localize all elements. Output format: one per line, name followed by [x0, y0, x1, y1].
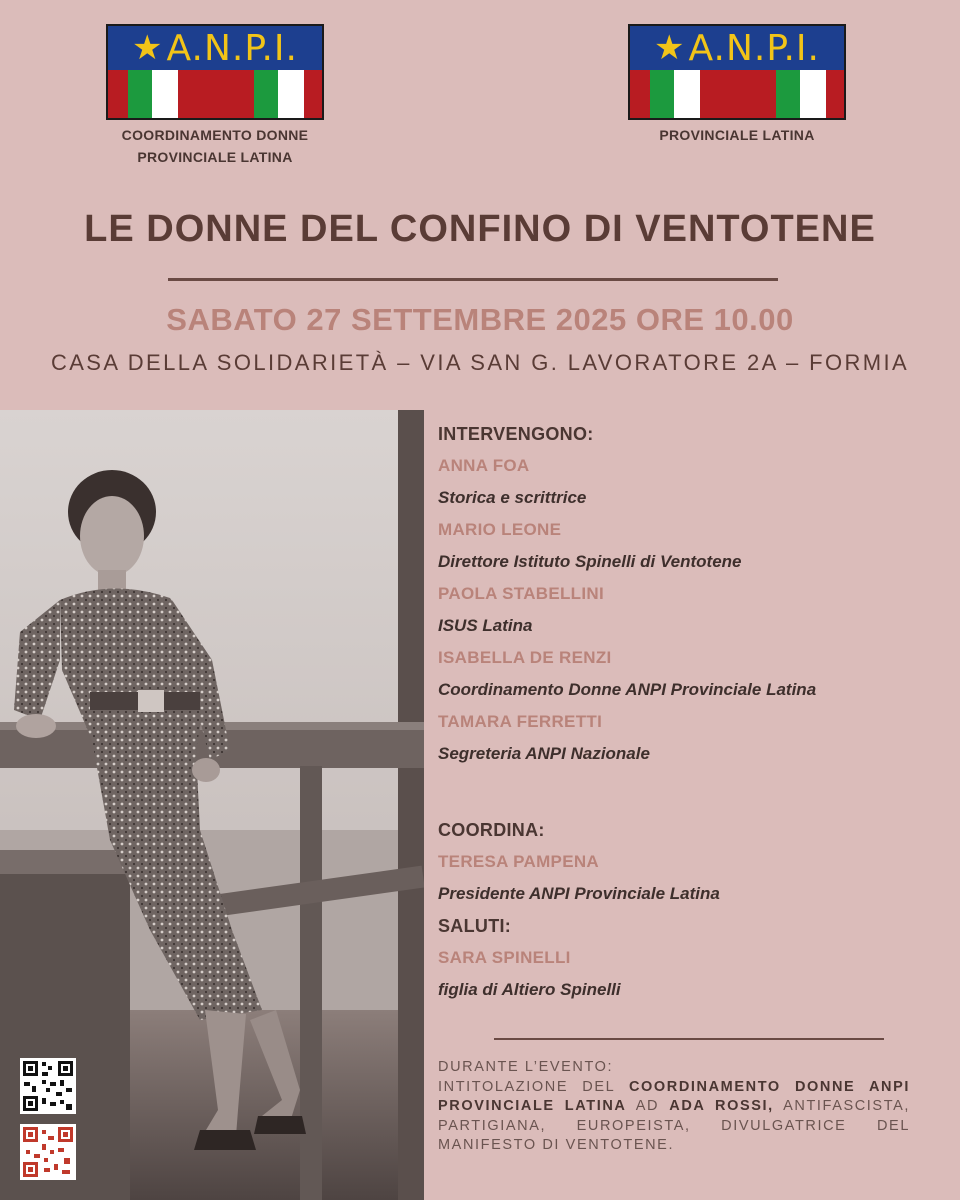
logo-banner [630, 26, 844, 70]
speaker-name: PAOLA STABELLINI [438, 584, 604, 603]
speaker-name: ANNA FOA [438, 456, 530, 475]
greeting-role: figlia di Altiero Spinelli [438, 980, 621, 999]
title-divider [168, 278, 778, 281]
speaker-role: Direttore Istituto Spinelli di Ventotene [438, 552, 742, 571]
logo-text: A.N.P.I. [166, 27, 298, 69]
event-venue: CASA DELLA SOLIDARIETÀ – VIA SAN G. LAVORATORE 2A – FORMIA [50, 350, 910, 375]
speaker-role: Coordinamento Donne ANPI Provinciale Latina [438, 680, 817, 699]
saluti-heading: SALUTI: [438, 916, 512, 936]
anpi-emblem [106, 24, 324, 120]
anpi-logo-coordinamento [106, 24, 324, 168]
coordinator-role: Presidente ANPI Provinciale Latina [438, 884, 720, 903]
notes-heading: DURANTE L’EVENTO: [438, 1059, 614, 1075]
logo-caption: PROVINCIALE LATINA [659, 127, 815, 143]
logo-text: A.N.P.I. [688, 27, 820, 69]
notes-body: INTITOLAZIONE DEL COORDINAMENTO DONNE ANPI PROVINCIALE LATINA AD ADA ROSSI, ANTIFASCISTA, PARTIGIANA, EUROPEISTA, DIVULGATRICE DEL MANIFESTO DI VENTOTENE. [438, 1078, 910, 1153]
star-icon: ★ [132, 28, 163, 68]
logo-banner [108, 26, 322, 70]
qr-code-icon[interactable] [20, 1124, 76, 1180]
event-title: LE DONNE DEL CONFINO DI VENTOTENE [84, 208, 876, 250]
coordinator-name: TERESA PAMPENA [438, 852, 599, 871]
tricolor-flags [108, 70, 322, 118]
intervengono-heading: INTERVENGONO: [438, 424, 594, 444]
greeting-name: SARA SPINELLI [438, 948, 571, 967]
speaker-role: Storica e scrittrice [438, 488, 587, 507]
logo-caption: COORDINAMENTO DONNE PROVINCIALE LATINA [121, 127, 309, 165]
notes-divider [494, 1038, 884, 1040]
star-icon: ★ [654, 28, 685, 68]
anpi-logo-provinciale [628, 24, 846, 146]
speaker-role: Segreteria ANPI Nazionale [438, 744, 650, 763]
qr-code-icon[interactable] [20, 1058, 76, 1114]
speaker-name: TAMARA FERRETTI [438, 712, 603, 731]
anpi-emblem [628, 24, 846, 120]
speaker-role: ISUS Latina [438, 616, 533, 635]
event-date: SABATO 27 SETTEMBRE 2025 ORE 10.00 [166, 302, 794, 337]
coordina-heading: COORDINA: [438, 820, 545, 840]
tricolor-flags [630, 70, 844, 118]
speaker-name: MARIO LEONE [438, 520, 562, 539]
program-list [438, 418, 948, 1006]
event-notes [438, 1058, 910, 1156]
speaker-name: ISABELLA DE RENZI [438, 648, 612, 667]
